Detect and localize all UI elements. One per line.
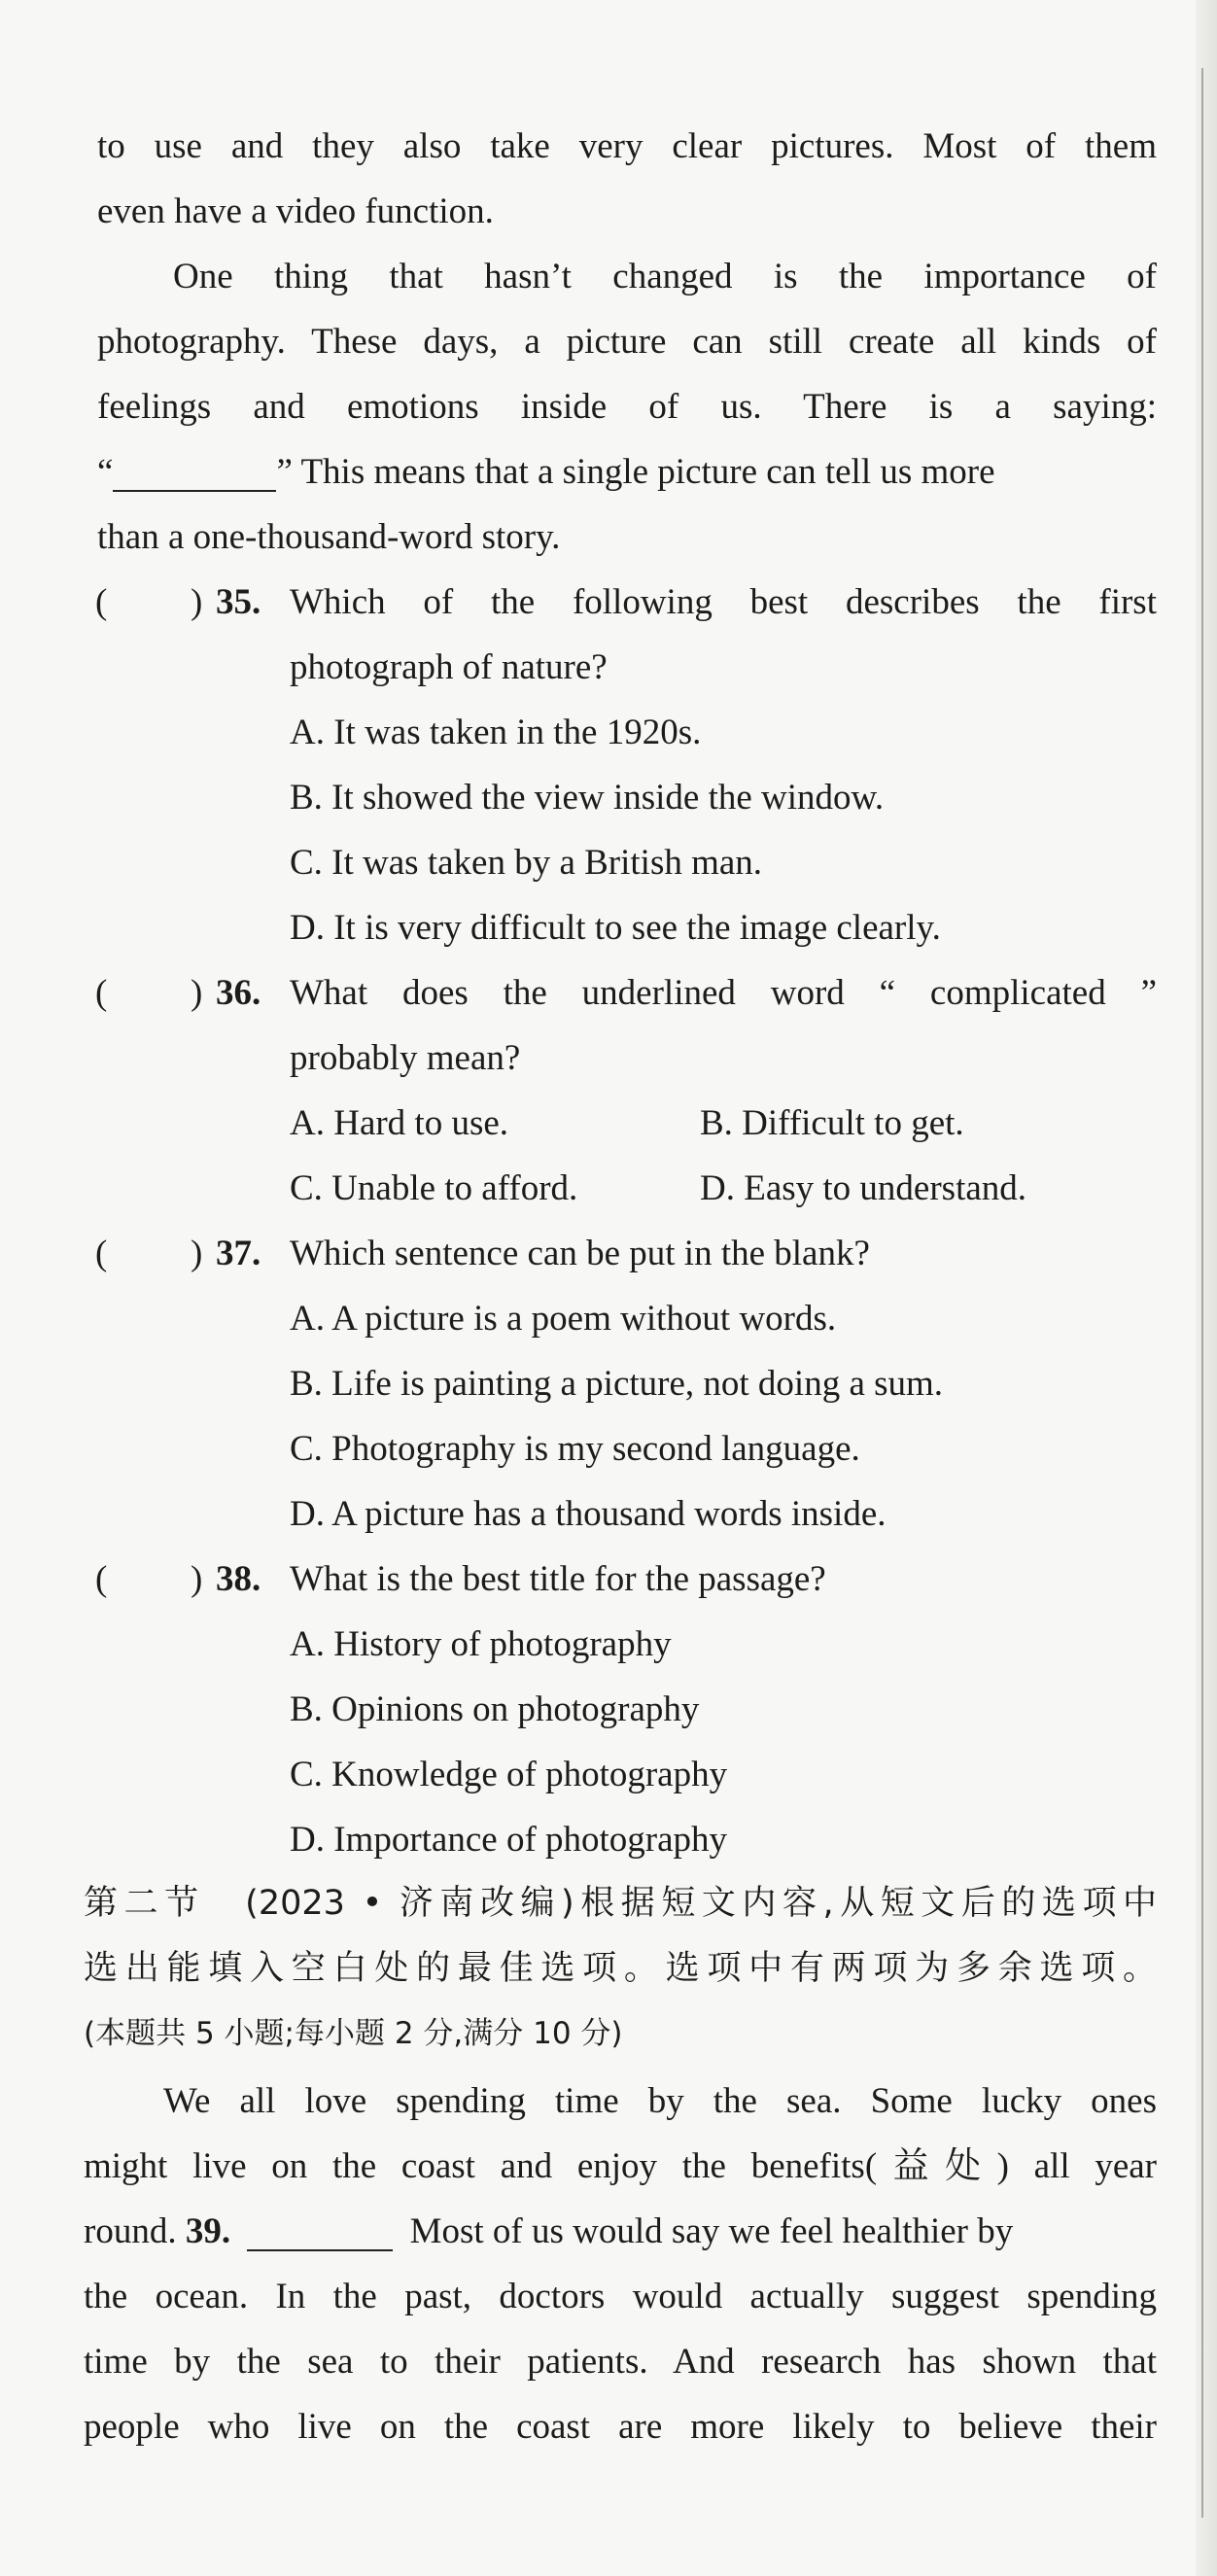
q35-paren-open: ( [95,582,108,622]
passage2-line-4: the ocean. In the past, doctors would actually suggest spending [84,2277,1157,2316]
q35-option-a[interactable]: A. It was taken in the 1920s. [290,713,702,752]
passage1-line-6 [97,454,995,492]
q38-paren-close: ) [191,1559,203,1599]
passage2-line-6: people who live on the coast are more likely to believe their [84,2407,1157,2447]
q35-stem-2: photograph of nature? [290,647,608,687]
passage1-line-2: even have a video function. [97,191,494,231]
q36-number: 36. [216,973,261,1013]
q35-number: 35. [216,582,261,622]
passage1-line-7: than a one-thousand-word story. [97,517,561,557]
q38-option-c[interactable]: C. Knowledge of photography [290,1755,728,1794]
section2-heading-line-2: 选出能填入空白处的最佳选项。选项中有两项为多余选项。 [84,1949,1157,1988]
section2-scoring-note: (本题共 5 小题;每小题 2 分,满分 10 分) [84,2016,623,2051]
section2-heading-line-1: 第二节 (2023 • 济南改编)根据短文内容,从短文后的选项中 [84,1884,1157,1923]
quote-rest: ” This means that a single picture can tell us more [276,452,995,492]
q35-option-b[interactable]: B. It showed the view inside the window. [290,778,885,818]
q38-paren-open: ( [95,1559,108,1599]
q37-paren-close: ) [191,1234,203,1273]
q38-stem: What is the best title for the passage? [290,1559,826,1599]
q35-option-d[interactable]: D. It is very difficult to see the image clearly. [290,908,941,948]
passage2-round: round. [84,2211,177,2251]
q36-paren-open: ( [95,973,108,1013]
passage2-line-1: We all love spending time by the sea. Some lucky ones [163,2081,1157,2121]
q37-number: 37. [216,1234,261,1273]
q37-option-c[interactable]: C. Photography is my second language. [290,1429,860,1469]
page-edge [1196,0,1217,2576]
q38-option-a[interactable]: A. History of photography [290,1624,672,1664]
q37-stem: Which sentence can be put in the blank? [290,1234,870,1273]
passage1-line-4: photography. These days, a picture can still create all kinds of [97,322,1157,362]
q39-blank[interactable] [247,2213,393,2251]
passage1-line-5: feelings and emotions inside of us. There is a saying: [97,387,1157,427]
q36-stem-1: What does the underlined word “ complicated ” [290,973,1157,1013]
q37-option-a[interactable]: A. A picture is a poem without words. [290,1299,837,1339]
q36-option-b[interactable]: B. Difficult to get. [700,1103,964,1143]
q35-option-c[interactable]: C. It was taken by a British man. [290,843,763,883]
q36-option-a[interactable]: A. Hard to use. [290,1103,509,1143]
q36-stem-2: probably mean? [290,1038,521,1078]
passage2-line-3 [84,2213,1013,2251]
q38-number: 38. [216,1559,261,1599]
q36-option-d[interactable]: D. Easy to understand. [700,1168,1027,1208]
q36-paren-close: ) [191,973,203,1013]
q37-paren-open: ( [95,1234,108,1273]
q38-option-d[interactable]: D. Importance of photography [290,1820,728,1860]
passage2-line-2: might live on the coast and enjoy the benefits(益处) all year [84,2146,1157,2186]
passage2-line-5: time by the sea to their patients. And research has shown that [84,2342,1157,2382]
q35-stem-1: Which of the following best describes the first [290,582,1157,622]
q36-option-c[interactable]: C. Unable to afford. [290,1168,578,1208]
passage2-line-3-rest: Most of us would say we feel healthier by [409,2211,1014,2251]
q38-option-b[interactable]: B. Opinions on photography [290,1689,700,1729]
q39-number: 39. [185,2211,231,2251]
q35-paren-close: ) [191,582,203,622]
passage1-line-3: One thing that hasn’t changed is the importance of [173,257,1157,296]
page-edge-line [1201,68,1203,2518]
saying-blank[interactable] [113,454,276,492]
quote-open: “ [97,452,114,492]
q37-option-d[interactable]: D. A picture has a thousand words inside. [290,1494,887,1534]
q37-option-b[interactable]: B. Life is painting a picture, not doing a sum. [290,1364,944,1404]
passage1-line-1: to use and they also take very clear pictures. Most of them [97,126,1157,166]
